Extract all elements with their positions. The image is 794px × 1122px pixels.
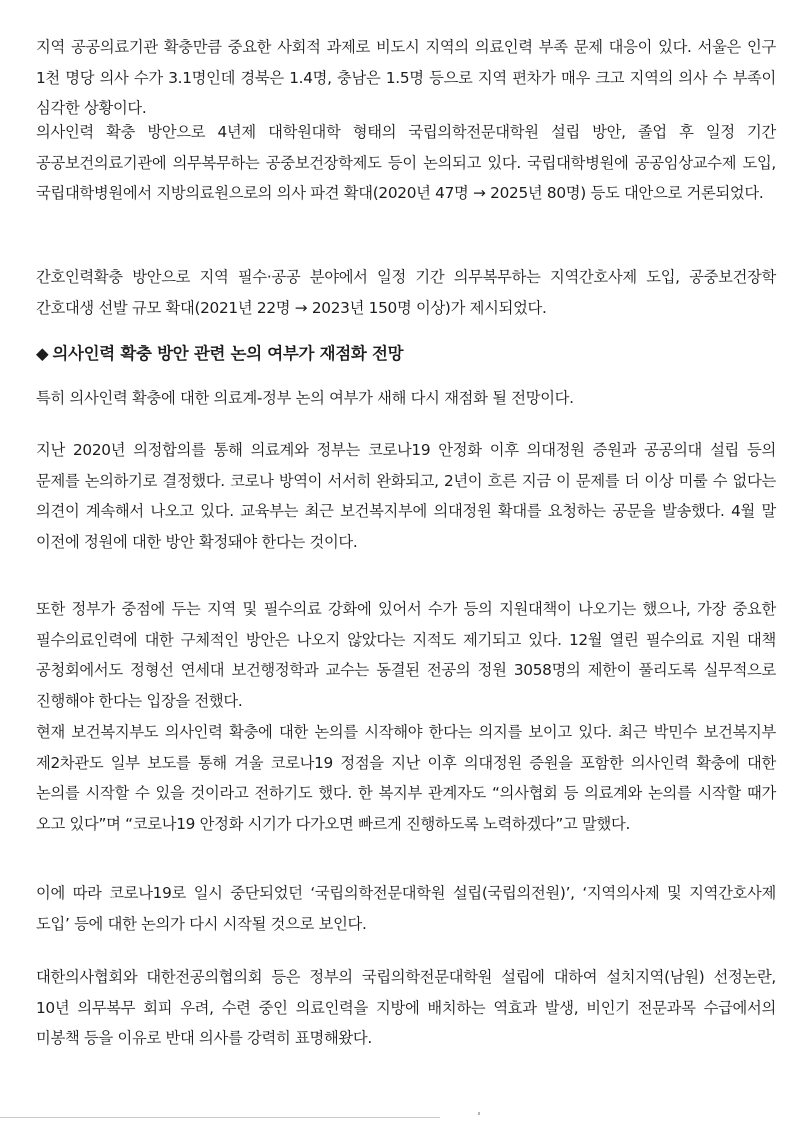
paragraph-medical-association-opposition: 대한의사협회와 대한전공의협의회 등은 정부의 국립의학전문대학원 설립에 대하여 설치지역(남원) 선정논란, 10년 의무복무 회피 우려, 수련 중인 의료인력을 지방에 배치하는 역효과 발생, 비인기 전문과목 수급에서의 미봉책 등을 이유로 반대 의사를 강력히 표명해왔다. — [36, 968, 776, 1047]
section-heading-text: 의사인력 확충 방안 관련 논의 여부가 재점화 전망 — [52, 344, 404, 363]
paragraph-2020-agreement: 지난 2020년 의정합의를 통해 의료계와 정부는 코로나19 안정화 이후 의대정원 증원과 공공의대 설립 등의 문제를 논의하기로 결정했다. 코로나 방역이 서서히 완화되고, 2년이 흐른 지금 이 문제를 더 이상 미룰 수 없다는 의견이 계속해서 나오고 있다. 교육부는 최근 보건복지부에 의대정원 확대를 요청하는 공문을 발송했다. 4월 말 이전에 정원에 대한 방안 확정돼야 한다는 것이다. — [36, 441, 776, 551]
paragraph-ministry-position: 현재 보건복지부도 의사인력 확충에 대한 논의를 시작해야 한다는 의지를 보이고 있다. 최근 박민수 보건복지부 제2차관도 일부 보도를 통해 겨울 코로나19 정점을 지난 이후 의대정원 증원을 포함한 의사인력 확충에 대한 논의를 시작할 수 있을 것이라고 전하기도 했다. 한 복지부 관계자도 “의사협회 등 의료계와 논의를 시작할 때가 오고 있다”며 “코로나19 안정화 시기가 다가오면 빠르게 진행하도록 노력하겠다”고 말했다. — [36, 723, 776, 833]
paragraph-doctor-expansion-plans: 의사인력 확충 방안으로 4년제 대학원대학 형태의 국립의학전문대학원 설립 방안, 졸업 후 일정 기간 공공보건의료기관에 의무복무하는 공중보건장학제도 등이 논의되고 있다. 국립대학병원에 공공임상교수제 도입, 국립대학병원에서 지방의료원으로의 의사 파견 확대(2020년 47명 → 2025년 80명) 등도 대안으로 거론되었다. — [36, 123, 776, 202]
paragraph-resumed-topics: 이에 따라 코로나19로 일시 중단되었던 ‘국립의학전문대학원 설립(국립의전원)’, ‘지역의사제 및 지역간호사제 도입’ 등에 대한 논의가 다시 시작될 것으로 보인다. — [36, 884, 776, 933]
paragraph-renewed-discussion: 특히 의사인력 확충에 대한 의료계-정부 논의 여부가 새해 다시 재점화 될 전망이다. — [36, 389, 574, 407]
bottom-divider — [0, 1117, 440, 1118]
paragraph-regional-doctor-shortage: 지역 공공의료기관 확충만큼 중요한 사회적 과제로 비도시 지역의 의료인력 부족 문제 대응이 있다. 서울은 인구 1천 명당 의사 수가 3.1명인데 경북은 1.4명, 충남은 1.5명 등으로 지역 편차가 매우 크고 지역의 의사 수 부족이 심각한 상황이다. — [36, 38, 776, 117]
diamond-bullet-icon: ◆ — [36, 344, 49, 363]
paragraph-essential-care-workforce: 또한 정부가 중점에 두는 지역 및 필수의료 강화에 있어서 수가 등의 지원대책이 나오기는 했으나, 가장 중요한 필수의료인력에 대한 구체적인 방안은 나오지 않았다는 지적도 제기되고 있다. 12월 열린 필수의료 지원 대책 공청회에서도 정형선 연세대 보건행정학과 교수는 동결된 전공의 정원 3058명의 제한이 풀리도록 실무적으로 진행해야 한다는 입장을 전했다. — [36, 600, 776, 710]
paragraph-nurse-expansion-plans: 간호인력확충 방안으로 지역 필수·공공 분야에서 일정 기간 의무복무하는 지역간호사제 도입, 공중보건장학 간호대생 선발 규모 확대(2021년 22명 → 2023년 150명 이상)가 제시되었다. — [36, 268, 776, 317]
scan-speck — [478, 1112, 480, 1115]
section-heading — [36, 340, 403, 368]
